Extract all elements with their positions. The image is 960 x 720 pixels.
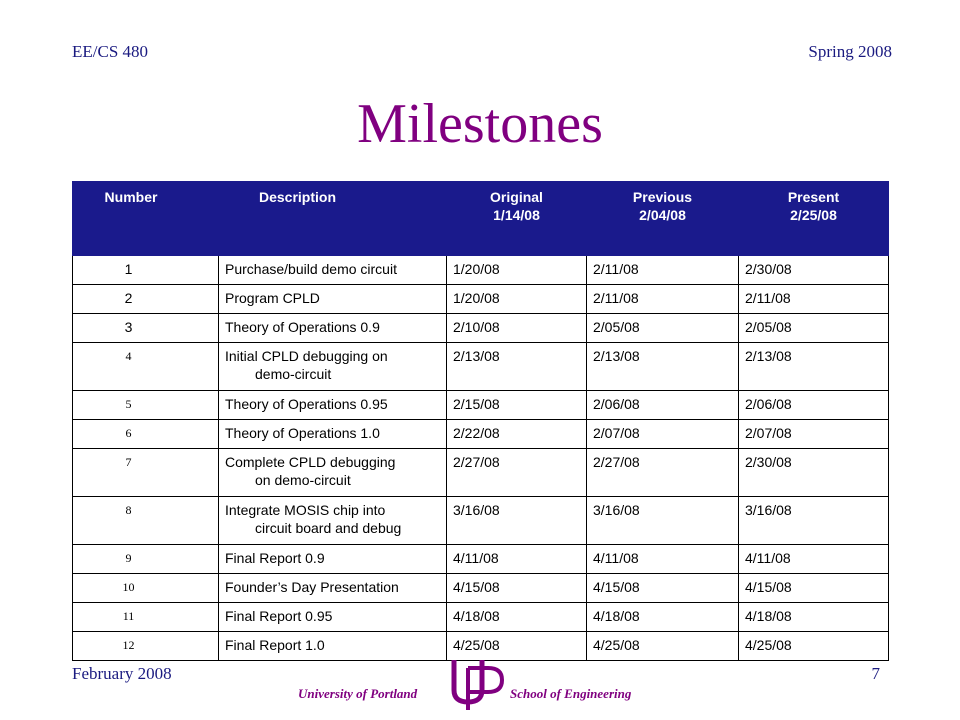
- description-line: Complete CPLD debugging: [225, 454, 396, 470]
- table-row: [73, 449, 889, 497]
- cell-present: 4/25/08: [739, 632, 889, 661]
- cell-previous: 3/16/08: [587, 497, 739, 545]
- cell-description: [219, 545, 447, 574]
- cell-number: 11: [73, 603, 219, 632]
- cell-original: 2/22/08: [447, 420, 587, 449]
- cell-present: 4/18/08: [739, 603, 889, 632]
- description-line-continued: on demo-circuit: [255, 472, 351, 488]
- cell-description: [219, 314, 447, 343]
- col-header-original-date: 1/14/08: [493, 207, 540, 223]
- cell-description: [219, 449, 447, 497]
- cell-present: 2/06/08: [739, 391, 889, 420]
- col-header-number: Number: [73, 182, 219, 256]
- table-row: [73, 314, 889, 343]
- cell-original: 2/10/08: [447, 314, 587, 343]
- cell-number: 10: [73, 574, 219, 603]
- table-row: [73, 603, 889, 632]
- up-monogram-icon: [446, 656, 508, 712]
- cell-present: 4/15/08: [739, 574, 889, 603]
- cell-description: [219, 603, 447, 632]
- cell-original: 4/25/08: [447, 632, 587, 661]
- cell-number: 2: [73, 285, 219, 314]
- table-row: [73, 285, 889, 314]
- cell-description: [219, 256, 447, 285]
- cell-previous: 4/25/08: [587, 632, 739, 661]
- col-header-original-label: Original: [490, 189, 543, 205]
- description-line-continued: circuit board and debug: [255, 520, 402, 536]
- description-line-continued: demo-circuit: [255, 366, 332, 382]
- cell-previous: 2/05/08: [587, 314, 739, 343]
- cell-number: 9: [73, 545, 219, 574]
- cell-previous: 2/11/08: [587, 256, 739, 285]
- cell-description: [219, 420, 447, 449]
- cell-description: [219, 497, 447, 545]
- cell-description: [219, 391, 447, 420]
- cell-present: 4/11/08: [739, 545, 889, 574]
- cell-number: 5: [73, 391, 219, 420]
- description-line: Purchase/build demo circuit: [225, 261, 397, 277]
- cell-description: [219, 574, 447, 603]
- description-line: Final Report 0.95: [225, 608, 333, 624]
- table-row: [73, 420, 889, 449]
- course-label: EE/CS 480: [72, 42, 149, 61]
- cell-number: 12: [73, 632, 219, 661]
- col-header-original: [447, 182, 587, 256]
- col-header-previous: [587, 182, 739, 256]
- page-number: 7: [871, 664, 880, 683]
- cell-previous: 4/15/08: [587, 574, 739, 603]
- university-logo: [298, 656, 658, 712]
- cell-original: 4/15/08: [447, 574, 587, 603]
- cell-previous: 2/27/08: [587, 449, 739, 497]
- table-row: [73, 545, 889, 574]
- col-header-previous-label: Previous: [632, 189, 693, 205]
- cell-present: 2/30/08: [739, 449, 889, 497]
- cell-description: [219, 343, 447, 391]
- cell-present: 3/16/08: [739, 497, 889, 545]
- university-name: University of Portland: [298, 686, 418, 701]
- footer-date: February 2008: [72, 664, 172, 683]
- col-header-description: Description: [219, 182, 447, 256]
- cell-description: [219, 285, 447, 314]
- cell-original: 3/16/08: [447, 497, 587, 545]
- cell-previous: 2/06/08: [587, 391, 739, 420]
- cell-number: 7: [73, 449, 219, 497]
- cell-previous: 2/13/08: [587, 343, 739, 391]
- cell-number: 6: [73, 420, 219, 449]
- col-header-previous-date: 2/04/08: [639, 207, 686, 223]
- description-line: Theory of Operations 0.9: [225, 319, 380, 335]
- cell-present: 2/05/08: [739, 314, 889, 343]
- cell-present: 2/13/08: [739, 343, 889, 391]
- col-header-present: [739, 182, 889, 256]
- description-line: Theory of Operations 0.95: [225, 396, 388, 412]
- cell-number: 4: [73, 343, 219, 391]
- cell-previous: 4/18/08: [587, 603, 739, 632]
- slide-title: Milestones: [357, 93, 603, 155]
- table-row: [73, 574, 889, 603]
- cell-previous: 4/11/08: [587, 545, 739, 574]
- table-header-row: [73, 182, 889, 256]
- cell-original: 4/11/08: [447, 545, 587, 574]
- description-line: Initial CPLD debugging on: [225, 348, 388, 364]
- cell-present: 2/11/08: [739, 285, 889, 314]
- cell-present: 2/07/08: [739, 420, 889, 449]
- cell-original: 2/27/08: [447, 449, 587, 497]
- table-row: [73, 497, 889, 545]
- cell-number: 8: [73, 497, 219, 545]
- table-row: [73, 391, 889, 420]
- description-line: Theory of Operations 1.0: [225, 425, 380, 441]
- cell-original: 1/20/08: [447, 285, 587, 314]
- description-line: Integrate MOSIS chip into: [225, 502, 386, 518]
- col-header-present-label: Present: [787, 189, 840, 205]
- cell-number: 1: [73, 256, 219, 285]
- milestones-table: [72, 181, 889, 661]
- description-line: Program CPLD: [225, 290, 320, 306]
- cell-previous: 2/11/08: [587, 285, 739, 314]
- col-header-present-date: 2/25/08: [790, 207, 837, 223]
- term-label: Spring 2008: [808, 42, 892, 61]
- description-line: Founder’s Day Presentation: [225, 579, 399, 595]
- description-line: Final Report 1.0: [225, 637, 325, 653]
- cell-original: 4/18/08: [447, 603, 587, 632]
- cell-original: 1/20/08: [447, 256, 587, 285]
- cell-original: 2/13/08: [447, 343, 587, 391]
- table-row: [73, 343, 889, 391]
- school-name: School of Engineering: [510, 686, 632, 701]
- table-row: [73, 256, 889, 285]
- description-line: Final Report 0.9: [225, 550, 325, 566]
- cell-present: 2/30/08: [739, 256, 889, 285]
- cell-number: 3: [73, 314, 219, 343]
- cell-previous: 2/07/08: [587, 420, 739, 449]
- cell-original: 2/15/08: [447, 391, 587, 420]
